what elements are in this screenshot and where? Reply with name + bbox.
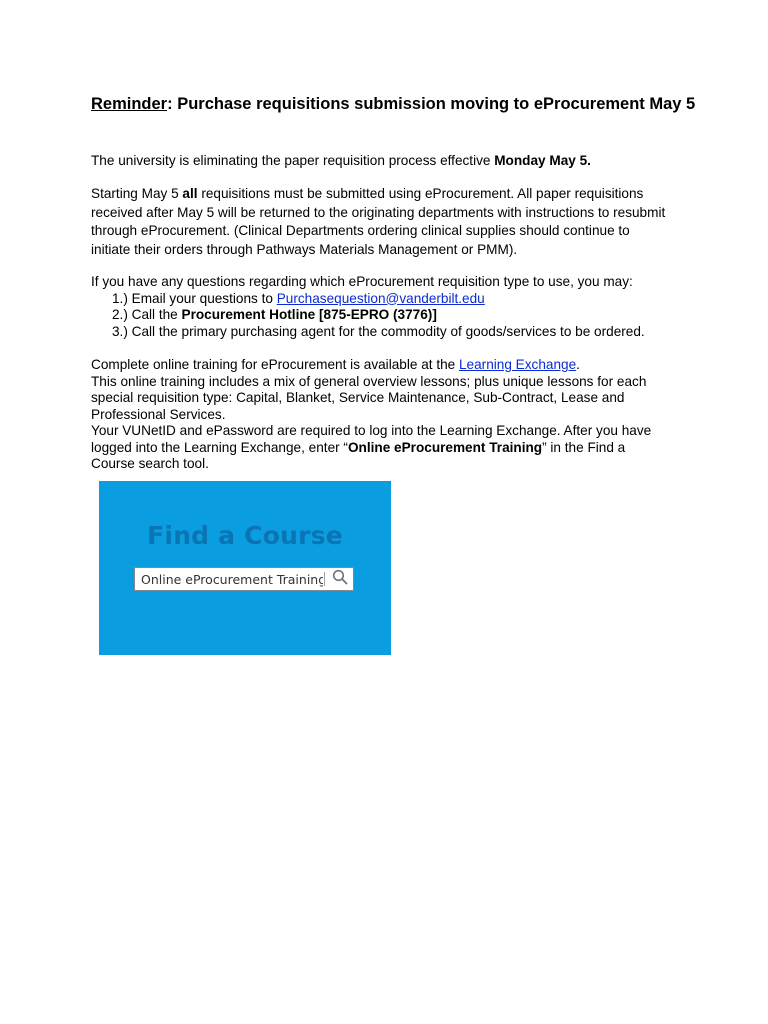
intro-text: The university is eliminating the paper requisition process effective — [91, 153, 495, 168]
questions-section — [91, 274, 691, 340]
training-line-6-a: logged into the Learning Exchange, enter “ — [91, 439, 348, 455]
title-text: : Purchase requisitions submission moving to eProcurement May 5 — [167, 95, 696, 113]
training-line-1-end: . — [576, 357, 580, 372]
training-line-7: Course search tool. — [91, 456, 209, 471]
training-section — [91, 357, 691, 473]
contact-options-list — [91, 291, 691, 341]
training-line-4: Professional Services. — [91, 406, 226, 422]
effective-date: Monday May 5. — [494, 153, 591, 168]
training-line-5: Your VUNetID and ePassword are required to log into the Learning Exchange. After you have — [91, 423, 652, 438]
requirements-line-2: received after May 5 will be returned to the originating departments with instructions to resubmit — [91, 204, 666, 220]
intro-paragraph — [91, 152, 691, 171]
requirements-paragraph — [91, 185, 691, 259]
search-icon — [332, 569, 348, 590]
training-line-6 — [91, 440, 691, 457]
list-item — [91, 291, 691, 308]
training-line-2: This online training includes a mix of general overview lessons; plus unique lessons for each — [91, 373, 647, 389]
training-line-1 — [91, 357, 691, 374]
list-item-1-text: 1.) Email your questions to — [112, 290, 277, 306]
requirements-line-4: initiate their orders through Pathways Materials Management or PMM). — [91, 241, 518, 257]
requirements-line-1-a: Starting May 5 — [91, 186, 183, 201]
training-course-name: Online eProcurement Training — [347, 439, 543, 455]
questions-intro: If you have any questions regarding which eProcurement requisition type to use, you may: — [91, 274, 633, 289]
page-title — [91, 92, 711, 116]
training-line-1-text: Complete online training for eProcurement is available at the — [91, 357, 459, 372]
email-link[interactable]: Purchasequestion@vanderbilt.edu — [276, 290, 485, 306]
requirements-line-1 — [91, 185, 691, 204]
search-divider — [324, 572, 325, 586]
training-line-6-b: ” in the Find a — [542, 439, 626, 455]
course-search-box — [134, 567, 354, 591]
course-search-input[interactable] — [135, 568, 323, 590]
requirements-line-3: through eProcurement. (Clinical Departments ordering clinical supplies should continue to — [91, 223, 630, 238]
hotline-number: Procurement Hotline [875-EPRO (3776)] — [181, 307, 437, 322]
search-button[interactable] — [327, 568, 353, 590]
find-a-course-panel — [99, 481, 391, 655]
title-keyword: Reminder — [91, 95, 168, 113]
requirements-line-1-b: requisitions must be submitted using eProcurement. All paper requisitions — [197, 186, 644, 201]
list-item: 3.) Call the primary purchasing agent for the commodity of goods/services to be ordered. — [112, 323, 645, 339]
learning-exchange-link[interactable]: Learning Exchange — [459, 357, 577, 372]
list-item — [91, 307, 691, 324]
list-item-2-text: 2.) Call the — [112, 307, 182, 322]
find-a-course-title: Find a Course — [147, 521, 343, 550]
training-line-3: special requisition type: Capital, Blanket, Service Maintenance, Sub-Contract, Lease and — [91, 390, 625, 405]
requirements-line-1-bold: all — [182, 186, 198, 201]
